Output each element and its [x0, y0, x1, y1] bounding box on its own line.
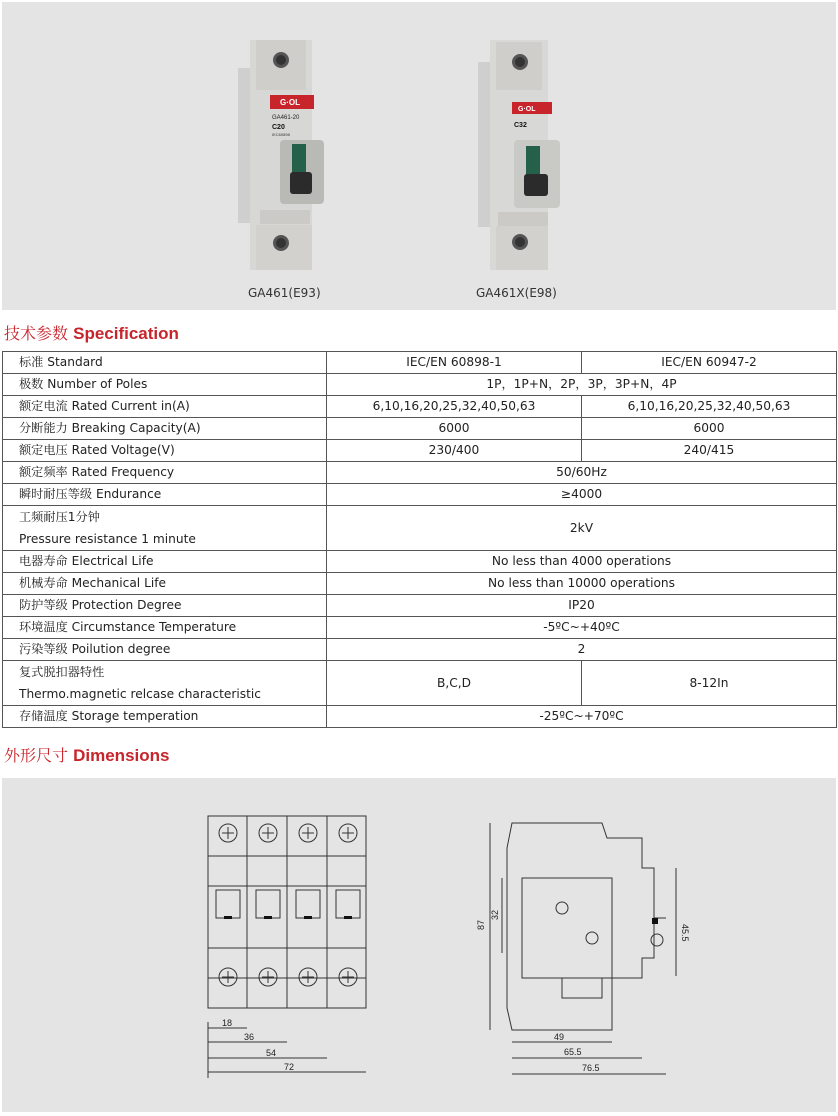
- table-row: [3, 617, 837, 639]
- spec-title-en: Specification: [73, 324, 179, 343]
- breaker-rating-text-2: C32: [514, 122, 527, 129]
- row-label-en: Pressure resistance 1 minute: [19, 532, 196, 546]
- dim-section-title: [4, 743, 169, 766]
- row-label: 电器寿命 Electrical Life: [3, 551, 327, 573]
- breaker-model-text-1: GA461-20: [272, 115, 300, 121]
- dim-label-side-65-5: 65.5: [564, 1047, 582, 1057]
- row-value: 6000: [582, 418, 837, 440]
- product-caption-2: GA461X(E98): [476, 286, 557, 300]
- table-row: [3, 418, 837, 440]
- dim-title-cn: 外形尺寸: [4, 746, 69, 765]
- dim-label-front-36: 36: [244, 1032, 255, 1042]
- row-value: 2: [327, 639, 837, 661]
- row-label: 环境温度 Circumstance Temperature: [3, 617, 327, 639]
- row-value: IEC/EN 60898-1: [327, 352, 582, 374]
- breaker-rating-text-1: C20: [272, 124, 285, 131]
- row-label: 污染等级 Poilution degree: [3, 639, 327, 661]
- spec-title-cn: 技术参数: [4, 324, 69, 343]
- table-row: [3, 484, 837, 506]
- row-label-cn: 复式脱扣器特性: [19, 665, 105, 679]
- dim-title-en: Dimensions: [73, 746, 170, 765]
- breaker-brand-1: G·OL: [280, 98, 300, 107]
- breaker-brand-2: G·OL: [518, 106, 536, 113]
- row-value: 6000: [327, 418, 582, 440]
- table-row: [3, 506, 837, 551]
- row-value: No less than 4000 operations: [327, 551, 837, 573]
- row-label: 分断能力 Breaking Capacity(A): [3, 418, 327, 440]
- table-row: [3, 706, 837, 728]
- row-value: 6,10,16,20,25,32,40,50,63: [327, 396, 582, 418]
- dim-label-front-72: 72: [284, 1062, 295, 1072]
- row-label: [3, 506, 327, 551]
- row-value: 50/60Hz: [327, 462, 837, 484]
- row-value: 2kV: [327, 506, 837, 551]
- row-value: IEC/EN 60947-2: [582, 352, 837, 374]
- spec-section-title: [4, 321, 179, 344]
- spec-table: [2, 351, 837, 728]
- dim-label-side-49: 49: [554, 1032, 565, 1042]
- breaker-standard-text-1: IEC60898: [272, 132, 290, 137]
- row-label: 额定频率 Rated Frequency: [3, 462, 327, 484]
- dimensions-panel: [2, 778, 836, 1112]
- row-value: -25ºC~+70ºC: [327, 706, 837, 728]
- dim-label-side-45-5: 45.5: [680, 924, 690, 942]
- product-caption-1: GA461(E93): [248, 286, 321, 300]
- table-row: [3, 595, 837, 617]
- row-label-cn: 工频耐压1分钟: [19, 510, 100, 524]
- row-value: B,C,D: [327, 661, 582, 706]
- row-label: 额定电压 Rated Voltage(V): [3, 440, 327, 462]
- row-value: 6,10,16,20,25,32,40,50,63: [582, 396, 837, 418]
- table-row: [3, 661, 837, 706]
- product-photo-panel: [2, 2, 836, 310]
- row-value: 8-12In: [582, 661, 837, 706]
- row-label: 存储温度 Storage temperation: [3, 706, 327, 728]
- row-label: 极数 Number of Poles: [3, 374, 327, 396]
- table-row: [3, 440, 837, 462]
- row-value: No less than 10000 operations: [327, 573, 837, 595]
- dimension-drawing: [2, 778, 836, 1112]
- table-row: [3, 573, 837, 595]
- table-row: [3, 639, 837, 661]
- dim-label-side-32: 32: [490, 909, 500, 920]
- table-row: [3, 462, 837, 484]
- row-label: [3, 661, 327, 706]
- row-value: ≥4000: [327, 484, 837, 506]
- dim-label-side-76-5: 76.5: [582, 1063, 600, 1073]
- row-label: 额定电流 Rated Current in(A): [3, 396, 327, 418]
- row-label-en: Thermo.magnetic relcase characteristic: [19, 687, 261, 701]
- dim-label-side-87: 87: [476, 919, 486, 930]
- table-row: [3, 352, 837, 374]
- breaker-photo-ga461: [230, 40, 330, 270]
- table-row: [3, 396, 837, 418]
- row-label: 标准 Standard: [3, 352, 327, 374]
- row-label: 瞬时耐压等级 Endurance: [3, 484, 327, 506]
- row-label: 防护等级 Protection Degree: [3, 595, 327, 617]
- table-row: [3, 551, 837, 573]
- dim-label-front-54: 54: [266, 1048, 277, 1058]
- row-label: 机械寿命 Mechanical Life: [3, 573, 327, 595]
- row-value: 230/400: [327, 440, 582, 462]
- row-value: 1P，1P+N，2P，3P，3P+N，4P: [327, 374, 837, 396]
- breaker-photo-ga461x: [468, 40, 568, 270]
- dim-label-front-18: 18: [222, 1018, 233, 1028]
- table-row: [3, 374, 837, 396]
- row-value: 240/415: [582, 440, 837, 462]
- row-value: -5ºC~+40ºC: [327, 617, 837, 639]
- row-value: IP20: [327, 595, 837, 617]
